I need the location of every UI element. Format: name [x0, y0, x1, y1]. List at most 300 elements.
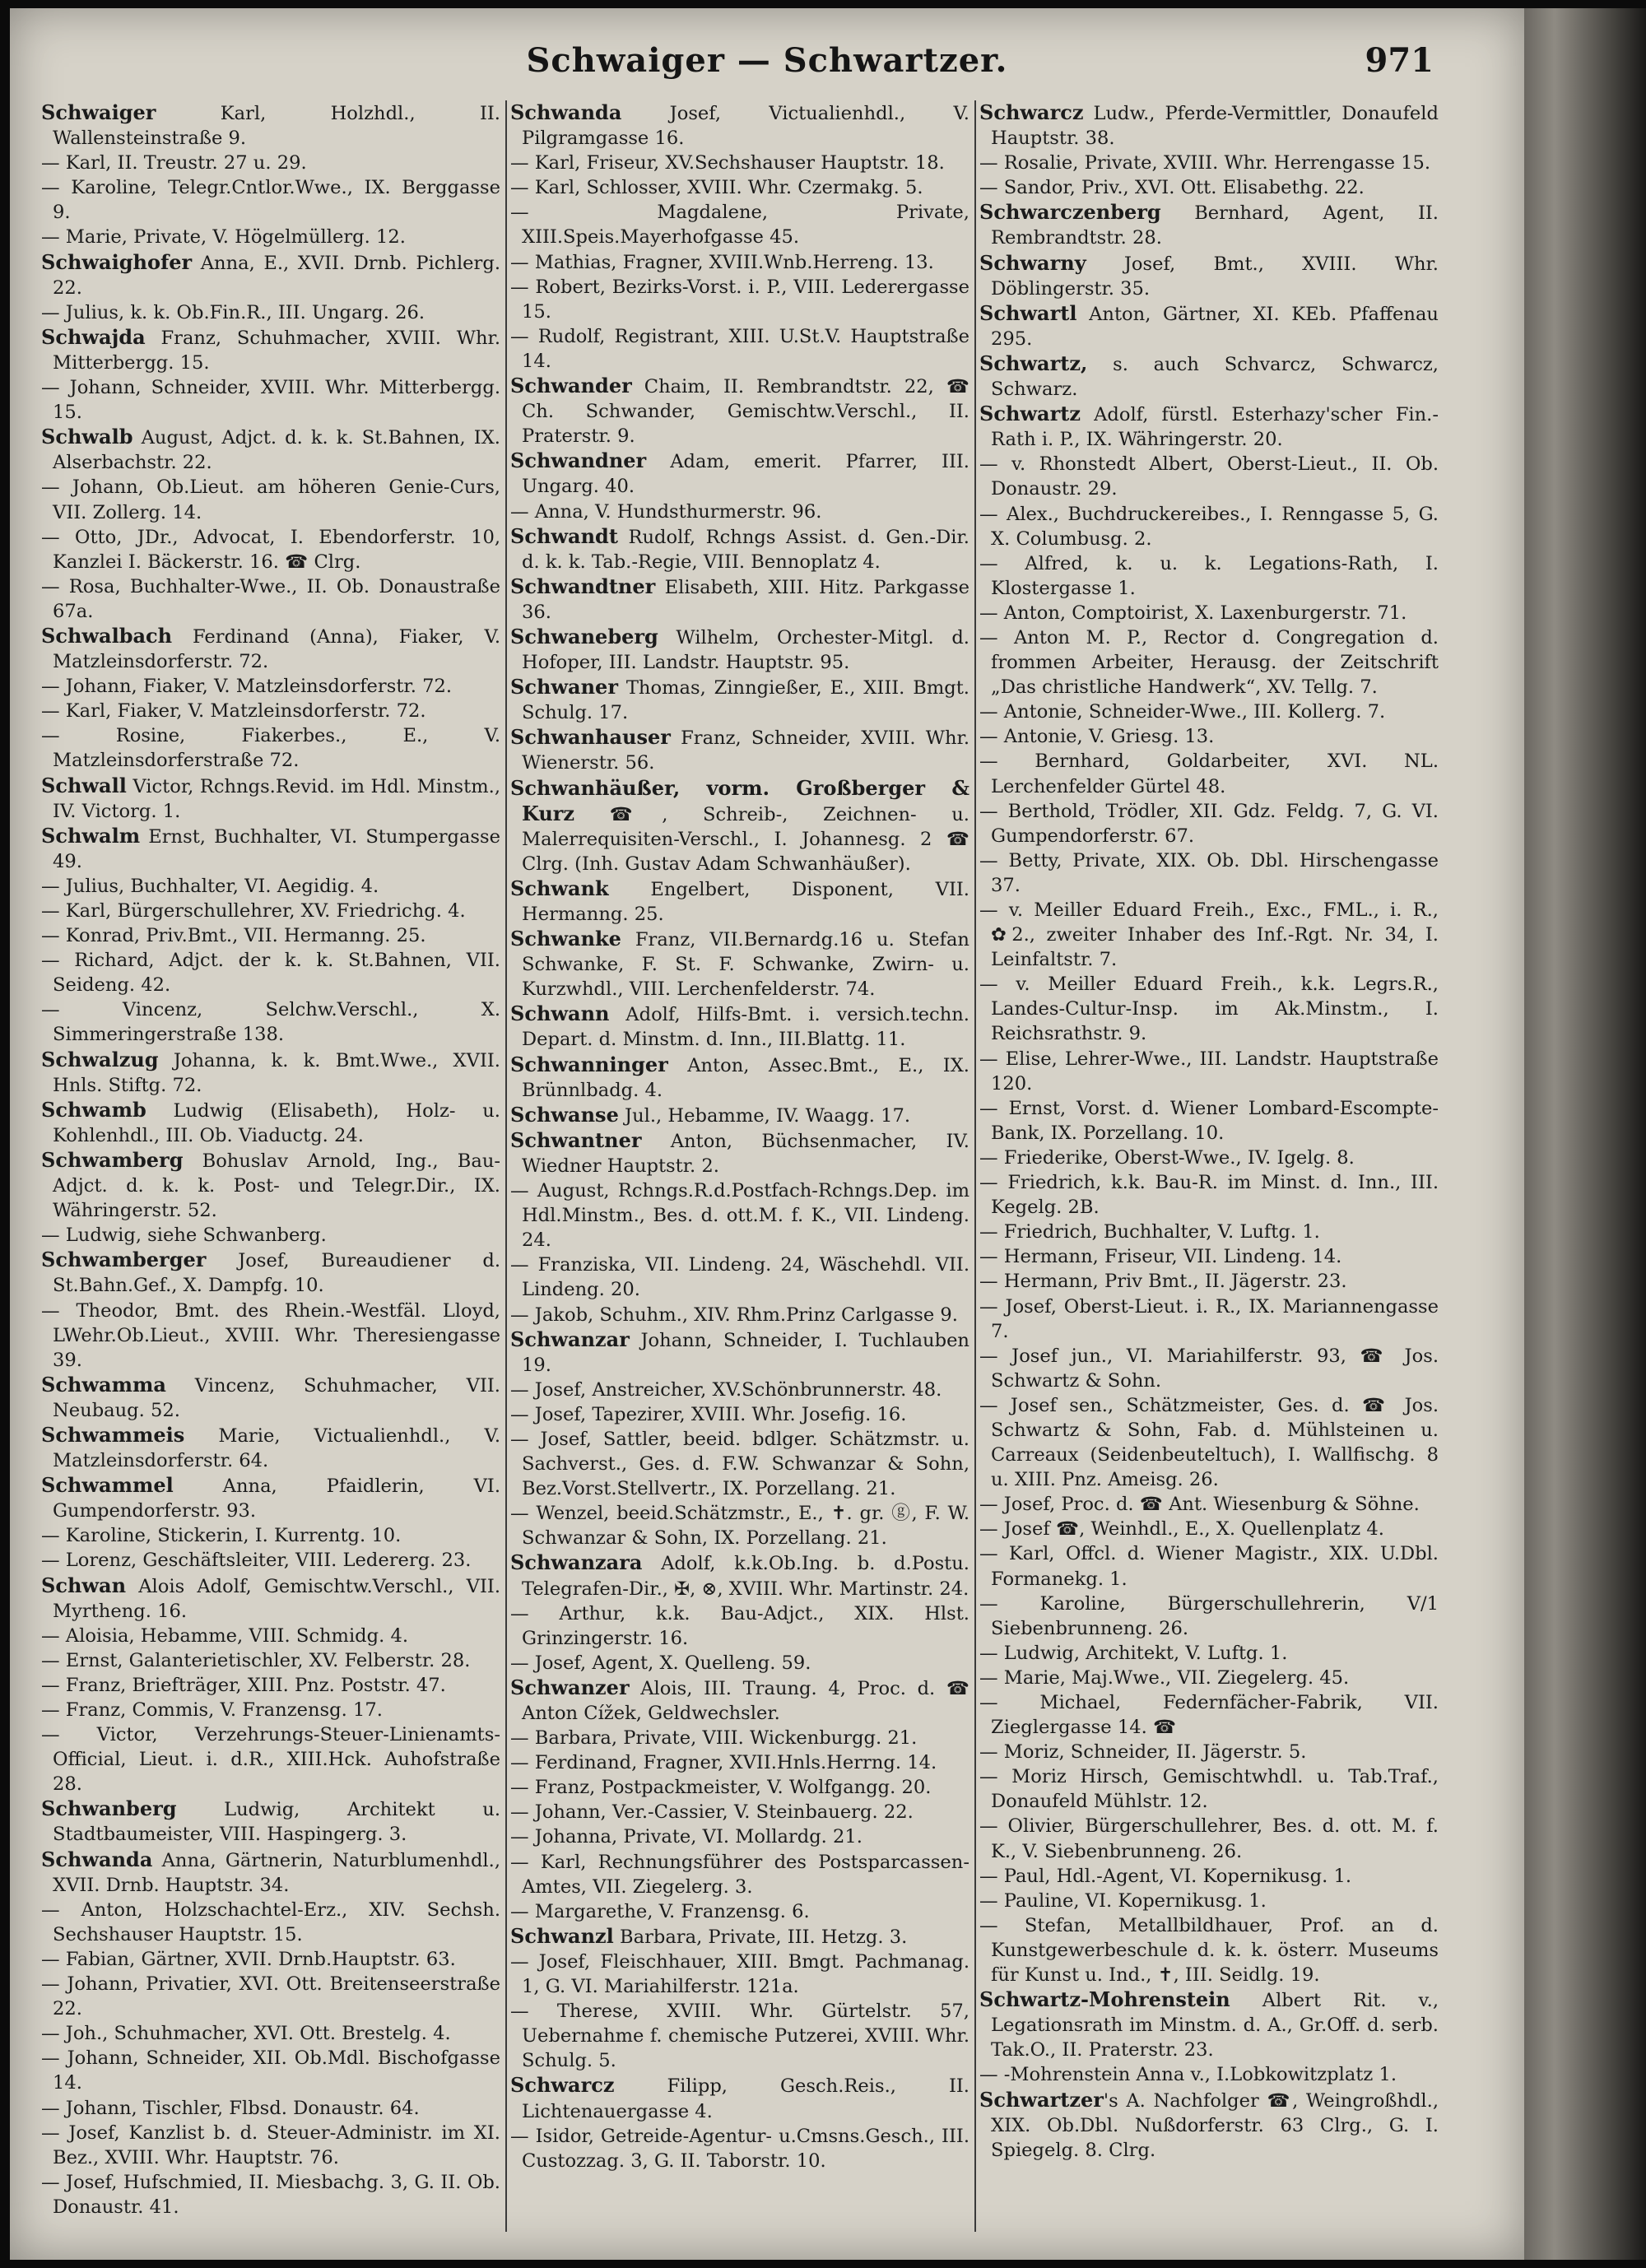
- directory-entry: [510, 1750, 969, 1775]
- entry-details: — Karoline, Telegr.Cntlor.Wwe., IX. Berggasse 9.: [41, 177, 500, 224]
- entry-surname: Schwartz-Mohrenstein: [979, 1987, 1230, 2012]
- entry-details: Adam, emerit. Pfarrer, III. Ungarg. 40.: [522, 451, 969, 498]
- directory-entry: [510, 374, 969, 448]
- entry-surname: Schwarny: [979, 250, 1086, 275]
- directory-entry: [979, 749, 1439, 798]
- entry-details: — Julius, Buchhalter, VI. Aegidig. 4.: [41, 875, 379, 897]
- entry-surname: Schwartl: [979, 300, 1077, 325]
- directory-entry: [41, 1523, 500, 1548]
- directory-entry: [979, 1294, 1439, 1344]
- directory-entry: [41, 325, 500, 375]
- directory-entry: [41, 300, 500, 325]
- directory-entry: [510, 2073, 969, 2123]
- entry-details: — Johann, Privatier, XVI. Ott. Breitenseerstraße 22.: [41, 1973, 500, 2020]
- directory-entry: [979, 351, 1439, 402]
- entry-details: — Paul, Hdl.-Agent, VI. Kopernikusg. 1.: [979, 1865, 1352, 1887]
- entry-details: — Margarethe, V. Franzensg. 6.: [510, 1900, 810, 1922]
- entry-surname: Schwajda: [41, 324, 146, 349]
- entry-details: — Victor, Verzehrungs-Steuer-Linienamts-Official, Lieut. i. d.R., XIII.Hck. Auhofstraße 28.: [41, 1724, 500, 1796]
- page-number: 971: [1365, 41, 1434, 80]
- entry-surname: Schwanda: [510, 100, 622, 124]
- entry-details: — Robert, Bezirks-Vorst. i. P., VIII. Lederergasse 15.: [510, 276, 969, 323]
- directory-entry: [510, 151, 969, 175]
- directory-entry: [510, 1651, 969, 1675]
- directory-entry: [41, 674, 500, 699]
- entry-details: — Barbara, Private, VIII. Wickenburgg. 21.: [510, 1727, 918, 1750]
- directory-entry: [510, 2124, 969, 2173]
- entry-details: Vincenz, Schuhmacher, VII. Neubaug. 52.: [53, 1374, 500, 1421]
- entry-details: — Konrad, Priv.Bmt., VII. Hermanng. 25.: [41, 925, 426, 947]
- directory-entry: [41, 574, 500, 624]
- directory-entry: [979, 251, 1439, 301]
- directory-entry: [41, 723, 500, 773]
- entry-details: — Magdalene, Private, XIII.Speis.Mayerhofgasse 45.: [510, 202, 969, 249]
- entry-details: — Pauline, VI. Kopernikusg. 1.: [979, 1889, 1267, 1912]
- directory-entry: [979, 1220, 1439, 1244]
- entry-surname: Schwammeis: [41, 1422, 185, 1447]
- directory-entry: [979, 1047, 1439, 1096]
- entry-surname: Schwammel: [41, 1473, 174, 1498]
- directory-entry: [510, 1899, 969, 1924]
- directory-entry: [41, 425, 500, 475]
- entry-details: — Bernhard, Goldarbeiter, XVI. NL. Lerchenfelder Gürtel 48.: [979, 751, 1439, 797]
- entry-details: — Antonie, Schneider-Wwe., III. Kollerg. 7.: [979, 701, 1386, 723]
- entry-details: — Karl, II. Treustr. 27 u. 29.: [41, 152, 307, 174]
- directory-entry: [41, 774, 500, 824]
- entry-details: — Friedrich, k.k. Bau-R. im Minst. d. Inn., III. Kegelg. 2B.: [979, 1172, 1439, 1219]
- entry-details: — Josef jun., VI. Mariahilferstr. 93, ☎ Jos. Schwartz & Sohn.: [979, 1345, 1439, 1392]
- entry-details: — August, Rchngs.R.d.Postfach-Rchngs.Dep. im Hdl.Minstm., Bes. d. ott.M. f. K., VII. Lindeng. 24.: [510, 1180, 969, 1252]
- entry-surname: Schwall: [41, 773, 127, 797]
- directory-entry: [510, 1253, 969, 1302]
- entry-details: Karl, Holzhdl., II. Wallensteinstraße 9.: [53, 103, 500, 150]
- entry-details: Josef, Victualienhdl., V. Pilgramgasse 16.: [522, 103, 969, 150]
- directory-entry: [510, 1128, 969, 1178]
- directory-entry: [510, 574, 969, 625]
- directory-entry: [979, 1096, 1439, 1146]
- column-1: [41, 100, 500, 2240]
- entry-details: — Ludwig, Architekt, V. Luftg. 1.: [979, 1642, 1288, 1664]
- entry-surname: Schwandt: [510, 523, 618, 548]
- directory-entry: [41, 824, 500, 874]
- directory-entry: [979, 848, 1439, 898]
- entry-details: — Karl, Schlosser, XVIII. Whr. Czermakg. 5.: [510, 177, 923, 199]
- entry-details: — Josef, Agent, X. Quelleng. 59.: [510, 1652, 811, 1674]
- entry-details: — Olivier, Bürgerschullehrer, Bes. d. ott. M. f. K., V. Siebenbrunneng. 26.: [979, 1815, 1439, 1862]
- directory-entry: [979, 1269, 1439, 1294]
- entry-details: Anna, E., XVII. Drnb. Pichlerg. 22.: [53, 252, 500, 299]
- directory-entry: [979, 1592, 1439, 1641]
- entry-surname: Schwamma: [41, 1372, 166, 1397]
- entry-details: Rudolf, Rchngs Assist. d. Gen.-Dir. d. k. k. Tab.-Regie, VIII. Bennoplatz 4.: [522, 526, 969, 573]
- entry-details: — Ernst, Vorst. d. Wiener Lombard-Escompte-Bank, IX. Porzellang. 10.: [979, 1097, 1439, 1144]
- entry-details: Ludw., Pferde-Vermittler, Donaufeld Hauptstr. 38.: [991, 103, 1439, 150]
- directory-entry: [979, 898, 1439, 972]
- directory-entry: [41, 1548, 500, 1573]
- column-divider: [505, 100, 507, 2232]
- directory-entry: [510, 524, 969, 574]
- entry-details: — Wenzel, beeid.Schätzmstr., E., ✝. gr. ⓖ, F. W. Schwanzar & Sohn, IX. Porzellang. 21.: [510, 1503, 969, 1550]
- directory-entry: [510, 448, 969, 499]
- directory-entry: [979, 301, 1439, 351]
- entry-details: Anna, Pfaidlerin, VI. Gumpendorferstr. 93.: [53, 1476, 500, 1522]
- directory-entry: [41, 874, 500, 899]
- entry-details: Albert Rit. v., Legationsrath im Minstm. d. A., Gr.Off. d. serb. Tak.O., II. Praterstr. 23.: [991, 1990, 1439, 2061]
- directory-entry: [41, 475, 500, 524]
- directory-entry: [979, 452, 1439, 501]
- directory-entry: [510, 1775, 969, 1800]
- entry-details: s. auch Schvarcz, Schwarcz, Schwarz.: [991, 353, 1439, 401]
- entry-details: — Michael, Federnfächer-Fabrik, VII. Zieglergasse 14. ☎: [979, 1692, 1439, 1739]
- entry-surname: Schwalm: [41, 823, 141, 848]
- directory-entry: [510, 725, 969, 775]
- directory-entry: [41, 1473, 500, 1523]
- entry-surname: Schwander: [510, 374, 632, 398]
- directory-entry: [979, 1814, 1439, 1863]
- entry-details: — Vincenz, Selchw.Verschl., X. Simmeringerstraße 138.: [41, 999, 500, 1046]
- directory-entry: [41, 1098, 500, 1148]
- entry-surname: Schwarczenberg: [979, 200, 1161, 225]
- directory-entry: [979, 1146, 1439, 1170]
- entry-details: — -Mohrenstein Anna v., I.Lobkowitzplatz 1.: [979, 2064, 1397, 2086]
- directory-entry: [41, 2046, 500, 2095]
- directory-entry: [510, 1850, 969, 1899]
- entry-details: ☎, Schreib-, Zeichnen- u. Malerrequisiten-Verschl., I. Johannesg. 2 ☎ Clrg. (Inh. Gustav Adam Schwanhäußer).: [522, 803, 969, 875]
- entry-details: — Betty, Private, XIX. Ob. Dbl. Hirschengasse 37.: [979, 849, 1439, 896]
- entry-details: — Theodor, Bmt. des Rhein.-Westfäl. Lloyd, LWehr.Ob.Lieut., XVIII. Whr. Theresiengasse 39.: [41, 1299, 500, 1371]
- entry-details: 's A. Nachfolger ☎, Weingroßhdl., XIX. Ob.Dbl. Nußdorferstr. 63 Clrg., G. I. Spiegelg. 8. Clrg.: [991, 2089, 1439, 2161]
- entry-surname: Schwanhauser: [510, 725, 671, 750]
- entry-details: — Josef, Oberst-Lieut. i. R., IX. Mariannengasse 7.: [979, 1295, 1439, 1342]
- entry-surname: Schwanzara: [510, 1550, 643, 1575]
- directory-entry: [510, 625, 969, 675]
- directory-page: [10, 8, 1524, 2260]
- entry-details: Anna, Gärtnerin, Naturblumenhdl., XVII. Drnb. Hauptstr. 34.: [53, 1849, 500, 1896]
- directory-entry: [510, 1726, 969, 1750]
- directory-entry: [510, 1103, 969, 1128]
- directory-entry: [979, 1987, 1439, 2062]
- entry-surname: Schwaner: [510, 675, 618, 699]
- directory-entry: [41, 624, 500, 674]
- directory-entry: [41, 923, 500, 948]
- directory-entry: [510, 776, 969, 876]
- entry-details: — Josef ☎, Weinhdl., E., X. Quellenplatz 4.: [979, 1518, 1384, 1541]
- entry-details: — Johann, Ob.Lieut. am höheren Genie-Curs, VII. Zollerg. 14.: [41, 476, 500, 523]
- directory-entry: [979, 551, 1439, 601]
- entry-details: Barbara, Private, III. Hetzg. 3.: [613, 1926, 908, 1948]
- directory-entry: [510, 1402, 969, 1427]
- directory-entry: [510, 1327, 969, 1378]
- entry-details: — Josef, Anstreicher, XV.Schönbrunnerstr. 48.: [510, 1378, 942, 1401]
- entry-surname: Schwandtner: [510, 574, 656, 598]
- entry-surname: Schwartz: [979, 402, 1081, 426]
- directory-entry: [979, 151, 1439, 175]
- entry-details: Anton, Büchsenmacher, IV. Wiedner Hauptstr. 2.: [522, 1130, 969, 1177]
- entry-details: — v. Meiller Eduard Freih., k.k. Legrs.R., Landes-Cultur-Insp. im Ak.Minstm., I. Reichsrathstr. 9.: [979, 974, 1439, 1045]
- directory-entry: [510, 200, 969, 249]
- entry-surname: Schwaiger: [41, 100, 156, 124]
- entry-details: — Isidor, Getreide-Agentur- u.Cmsns.Gesch., III. Custozzag. 3, G. II. Taborstr. 10.: [510, 2125, 969, 2172]
- entry-surname: Schwartz,: [979, 351, 1088, 375]
- directory-entry: [979, 1541, 1439, 1591]
- entry-details: Adolf, fürstl. Esterhazy'scher Fin.-Rath i. P., IX. Währingerstr. 20.: [991, 404, 1439, 451]
- directory-entry: [41, 1898, 500, 1947]
- entry-details: — Anton, Holzschachtel-Erz., XIV. Sechsh. Sechshauser Hauptstr. 15.: [41, 1899, 500, 1945]
- entry-details: — Johann, Ver.-Cassier, V. Steinbauerg. 22.: [510, 1801, 914, 1824]
- directory-entry: [41, 375, 500, 425]
- entry-details: — Friederike, Oberst-Wwe., IV. Igelg. 8.: [979, 1146, 1355, 1169]
- entry-details: — Aloisia, Hebamme, VIII. Schmidg. 4.: [41, 1624, 409, 1647]
- directory-entry: [41, 1673, 500, 1698]
- directory-entry: [510, 675, 969, 725]
- entry-details: — Anton, Comptoirist, X. Laxenburgerstr. 71.: [979, 602, 1407, 624]
- column-3: [979, 100, 1439, 2240]
- directory-entry: [510, 927, 969, 1002]
- entry-surname: Schwanzer: [510, 1675, 630, 1699]
- entry-details: — Otto, JDr., Advocat, I. Ebendorferstr. 10, Kanzlei I. Bäckerstr. 16. ☎ Clrg.: [41, 526, 500, 573]
- entry-details: — Karl, Fiaker, V. Matzleinsdorferstr. 72.: [41, 700, 426, 723]
- entry-surname: Schwanke: [510, 927, 621, 951]
- entry-surname: Schwamb: [41, 1097, 146, 1122]
- entry-details: Franz, Schneider, XVIII. Whr. Wienerstr. 56.: [522, 727, 969, 774]
- entry-details: Josef, Bmt., XVIII. Whr. Döblingerstr. 35.: [991, 253, 1439, 300]
- entry-details: — Elise, Lehrer-Wwe., III. Landstr. Hauptstraße 120.: [979, 1048, 1439, 1094]
- directory-entry: [41, 1373, 500, 1423]
- directory-entry: [510, 1601, 969, 1651]
- directory-entry: [979, 1344, 1439, 1393]
- directory-entry: [510, 324, 969, 374]
- entry-details: — Moriz, Schneider, II. Jägerstr. 5.: [979, 1741, 1307, 1764]
- page-title: Schwaiger — Schwartzer.: [526, 41, 1008, 80]
- directory-entry: [979, 1666, 1439, 1690]
- directory-entry: [41, 1423, 500, 1473]
- entry-surname: Schwanzar: [510, 1327, 630, 1351]
- directory-entry: [41, 1648, 500, 1673]
- entry-details: — Josef sen., Schätzmeister, Ges. d. ☎ Jos. Schwartz & Sohn, Fab. d. Mühlsteinen u. Carreaux (Seidenbeuteltuch), I. Wallfischg. 8 u. XIII. Pnz. Ameisg. 26.: [979, 1394, 1439, 1491]
- entry-details: — Franz, Commis, V. Franzensg. 17.: [41, 1699, 383, 1721]
- entry-details: — Alex., Buchdruckereibes., I. Renngasse 5, G. X. Columbusg. 2.: [979, 503, 1439, 550]
- entry-details: — Richard, Adjct. der k. k. St.Bahnen, VII. Seideng. 42.: [41, 950, 500, 997]
- directory-entry: [510, 175, 969, 200]
- entry-details: — Johann, Tischler, Flbsd. Donaustr. 64.: [41, 2097, 420, 2119]
- entry-details: — Hermann, Friseur, VII. Lindeng. 14.: [979, 1246, 1342, 1268]
- entry-surname: Schwamberg: [41, 1147, 184, 1172]
- entry-details: Franz, Schuhmacher, XVIII. Whr. Mitterbergg. 15.: [53, 327, 500, 374]
- entry-details: — Karl, Friseur, XV.Sechshauser Hauptstr. 18.: [510, 152, 945, 174]
- page-header: [10, 41, 1524, 91]
- directory-entry: [510, 1378, 969, 1402]
- entry-details: — Rosine, Fiakerbes., E., V. Matzleinsdorferstraße 72.: [41, 725, 500, 772]
- entry-surname: Schwann: [510, 1002, 610, 1026]
- entry-details: — Therese, XVIII. Whr. Gürtelstr. 57, Uebernahme f. chemische Putzerei, XVIII. Whr. Schulg. 5.: [510, 2001, 969, 2072]
- entry-surname: Schwalbach: [41, 623, 173, 648]
- directory-entry: [979, 601, 1439, 625]
- directory-entry: [979, 1393, 1439, 1492]
- directory-entry: [41, 1796, 500, 1847]
- directory-entry: [41, 1947, 500, 1972]
- directory-entry: [41, 1148, 500, 1223]
- directory-entry: [510, 1824, 969, 1849]
- entry-surname: Schwanda: [41, 1847, 153, 1871]
- entry-details: — Joh., Schuhmacher, XVI. Ott. Brestelg. 4.: [41, 2023, 451, 2045]
- entry-details: Victor, Rchngs.Revid. im Hdl. Minstm., IV. Victorg. 1.: [53, 775, 500, 822]
- entry-details: Alois Adolf, Gemischtw.Verschl., VII. Myrtheng. 16.: [53, 1575, 500, 1622]
- directory-entry: [510, 100, 969, 151]
- entry-surname: Schwanzl: [510, 1923, 614, 1948]
- directory-entry: [979, 1170, 1439, 1220]
- entry-details: — Karoline, Bürgerschullehrerin, V/1 Siebenbrunneng. 26.: [979, 1592, 1439, 1639]
- entry-details: — v. Rhonstedt Albert, Oberst-Lieut., II. Ob. Donaustr. 29.: [979, 453, 1439, 500]
- entry-details: Jul., Hebamme, IV. Waagg. 17.: [618, 1104, 911, 1127]
- directory-entry: [510, 1427, 969, 1501]
- directory-entry: [41, 997, 500, 1047]
- directory-entry: [41, 1972, 500, 2021]
- entry-details: — Marie, Private, V. Högelmüllerg. 12.: [41, 226, 406, 249]
- directory-entry: [510, 1800, 969, 1824]
- entry-details: — Johann, Schneider, XII. Ob.Mdl. Bischofgasse 14.: [41, 2047, 500, 2094]
- directory-entry: [979, 502, 1439, 551]
- directory-entry: [41, 151, 500, 175]
- directory-entry: [41, 1248, 500, 1298]
- directory-entry: [979, 1690, 1439, 1740]
- directory-entry: [41, 2170, 500, 2219]
- entry-details: — Jakob, Schuhm., XIV. Rhm.Prinz Carlgasse 9.: [510, 1304, 958, 1326]
- directory-entry: [41, 899, 500, 923]
- entry-details: — Mathias, Fragner, XVIII.Wnb.Herreng. 13.: [510, 251, 934, 273]
- directory-entry: [979, 1740, 1439, 1764]
- entry-details: Alois, III. Traung. 4, Proc. d. ☎ Anton Cížek, Geldwechsler.: [522, 1677, 969, 1724]
- entry-details: — Franz, Postpackmeister, V. Wolfgangg. 20.: [510, 1777, 932, 1799]
- directory-entry: [510, 250, 969, 275]
- entry-details: Adolf, k.k.Ob.Ing. b. d.Postu. Telegrafen-Dir., ✠, ⊗, XVIII. Whr. Martinstr. 24.: [522, 1553, 969, 1600]
- directory-entry: [41, 525, 500, 574]
- directory-entry: [510, 876, 969, 927]
- entry-surname: Schwarcz: [979, 100, 1084, 124]
- directory-entry: [41, 250, 500, 300]
- directory-entry: [979, 1517, 1439, 1541]
- directory-entry: [979, 2062, 1439, 2087]
- entry-details: — Josef, Proc. d. ☎ Ant. Wiesenburg & Söhne.: [979, 1494, 1420, 1516]
- entry-details: — Anton M. P., Rector d. Congregation d. frommen Arbeiter, Herausg. der Zeitschrift „Das christliche Handwerk“, XV. Tellg. 7.: [979, 626, 1439, 699]
- entry-details: Thomas, Zinngießer, E., XIII. Bmgt. Schulg. 17.: [522, 677, 969, 724]
- directory-entry: [510, 1999, 969, 2073]
- directory-entry: [979, 1913, 1439, 1987]
- entry-surname: Schwanberg: [41, 1796, 177, 1821]
- entry-details: — Karl, Bürgerschullehrer, XV. Friedrichg. 4.: [41, 900, 466, 922]
- entry-surname: Schwamberger: [41, 1248, 207, 1272]
- directory-entry: [979, 1641, 1439, 1666]
- directory-entry: [41, 948, 500, 997]
- directory-entry: [510, 275, 969, 324]
- entry-details: — Anna, V. Hundsthurmerstr. 96.: [510, 500, 822, 523]
- directory-entry: [979, 200, 1439, 250]
- entry-details: — Lorenz, Geschäftsleiter, VIII. Ledererg. 23.: [41, 1550, 472, 1572]
- column-divider: [974, 100, 976, 2232]
- directory-entry: [979, 1764, 1439, 1814]
- directory-entry: [41, 2021, 500, 2046]
- entry-details: — Karoline, Stickerin, I. Kurrentg. 10.: [41, 1525, 402, 1547]
- entry-details: Filipp, Gesch.Reis., II. Lichtenauergasse 4.: [522, 2075, 969, 2122]
- directory-entry: [979, 972, 1439, 1046]
- directory-entry: [510, 500, 969, 524]
- entry-details: — Sandor, Priv., XVI. Ott. Elisabethg. 22.: [979, 177, 1365, 199]
- entry-details: — Franz, Briefträger, XIII. Pnz. Poststr. 47.: [41, 1674, 446, 1696]
- entry-details: — Antonie, V. Griesg. 13.: [979, 726, 1215, 748]
- entry-details: — Moriz Hirsch, Gemischtwhdl. u. Tab.Traf., Donaufeld Mühlstr. 12.: [979, 1766, 1439, 1813]
- entry-surname: Schwarcz: [510, 2073, 615, 2098]
- directory-entry: [41, 1223, 500, 1248]
- entry-details: — Karl, Offcl. d. Wiener Magistr., XIX. U.Dbl. Formanekg. 1.: [979, 1543, 1439, 1590]
- entry-details: — Ernst, Galanterietischler, XV. Felberstr. 28.: [41, 1649, 471, 1671]
- directory-entry: [510, 1950, 969, 1999]
- directory-entry: [510, 1053, 969, 1103]
- directory-entry: [979, 799, 1439, 848]
- entry-details: — v. Meiller Eduard Freih., Exc., FML., i. R., ✿2., zweiter Inhaber des Inf.-Rgt. Nr. 34, I. Leinfaltstr. 7.: [979, 899, 1439, 971]
- entry-surname: Schwaighofer: [41, 249, 193, 274]
- entry-details: Bernhard, Agent, II. Rembrandtstr. 28.: [991, 202, 1439, 249]
- entry-details: — Franziska, VII. Lindeng. 24, Wäschehdl. VII. Lindeng. 20.: [510, 1254, 969, 1301]
- entry-details: — Johann, Schneider, XVIII. Whr. Mitterbergg. 15.: [41, 377, 500, 424]
- directory-entry: [510, 1303, 969, 1327]
- directory-entry: [41, 1847, 500, 1898]
- entry-details: — Rosalie, Private, XVIII. Whr. Herrengasse 15.: [979, 152, 1431, 174]
- entry-details: — Marie, Maj.Wwe., VII. Ziegelerg. 45.: [979, 1666, 1350, 1689]
- entry-surname: Schwantner: [510, 1127, 642, 1152]
- entry-details: — Josef, Hufschmied, II. Miesbachg. 3, G. II. Ob. Donaustr. 41.: [41, 2171, 500, 2218]
- directory-entry: [979, 1889, 1439, 1913]
- entry-surname: Schwank: [510, 876, 609, 900]
- directory-entry: [41, 1048, 500, 1098]
- directory-entry: [41, 2096, 500, 2121]
- entry-details: — Josef, Fleischhauer, XIII. Bmgt. Pachmanag. 1, G. VI. Mariahilferstr. 121a.: [510, 1950, 969, 1998]
- entry-details: — Berthold, Trödler, XII. Gdz. Feldg. 7, G. VI. Gumpendorferstr. 67.: [979, 800, 1439, 847]
- directory-entry: [979, 1244, 1439, 1269]
- entry-surname: Schwaneberg: [510, 624, 658, 648]
- entry-details: — Rosa, Buchhalter-Wwe., II. Ob. Donaustraße 67a.: [41, 575, 500, 622]
- directory-entry: [510, 1924, 969, 1950]
- directory-entry: [979, 1492, 1439, 1517]
- directory-entry: [979, 1864, 1439, 1889]
- directory-entry: [41, 100, 500, 151]
- entry-surname: Schwanse: [510, 1102, 619, 1127]
- entry-surname: Schwalb: [41, 425, 133, 449]
- entry-details: Adolf, Hilfs-Bmt. i. versich.techn. Depart. d. Minstm. d. Inn., III.Blattg. 11.: [522, 1004, 969, 1051]
- entry-details: — Arthur, k.k. Bau-Adjct., XIX. Hlst. Grinzingerstr. 16.: [510, 1602, 969, 1649]
- entry-details: — Ludwig, siehe Schwanberg.: [41, 1225, 327, 1247]
- directory-entry: [41, 1698, 500, 1722]
- entry-details: August, Adjct. d. k. k. St.Bahnen, IX. Alserbachstr. 22.: [53, 427, 500, 474]
- directory-entry: [41, 175, 500, 225]
- entry-surname: Schwalzug: [41, 1047, 159, 1071]
- entry-details: — Ferdinand, Fragner, XVII.Hnls.Herrng. 14.: [510, 1752, 937, 1774]
- entry-details: — Julius, k. k. Ob.Fin.R., III. Ungarg. 26.: [41, 301, 425, 323]
- directory-entry: [510, 1501, 969, 1550]
- entry-details: — Johann, Fiaker, V. Matzleinsdorferstr. 72.: [41, 676, 453, 698]
- directory-entry: [979, 724, 1439, 749]
- entry-surname: Schwanhäußer, vorm. Großberger & Kurz: [510, 775, 969, 825]
- directory-entry: [979, 2088, 1439, 2163]
- directory-entry: [41, 2121, 500, 2170]
- directory-entry: [979, 625, 1439, 699]
- entry-details: — Josef, Tapezirer, XVIII. Whr. Josefig. 16.: [510, 1403, 907, 1425]
- entry-details: — Hermann, Priv Bmt., II. Jägerstr. 23.: [979, 1271, 1347, 1293]
- directory-entry: [41, 699, 500, 723]
- entry-details: — Stefan, Metallbildhauer, Prof. an d. Kunstgewerbeschule d. k. k. österr. Museums für Kunst u. Ind., ✝, III. Seidlg. 19.: [979, 1914, 1439, 1987]
- entry-details: — Fabian, Gärtner, XVII. Drnb.Hauptstr. 63.: [41, 1948, 456, 1970]
- directory-entry: [510, 1002, 969, 1052]
- entry-details: Ernst, Buchhalter, VI. Stumpergasse 49.: [53, 825, 500, 872]
- entry-details: Chaim, II. Rembrandtstr. 22, ☎ Ch. Schwander, Gemischtw.Verschl., II. Praterstr. 9.: [522, 376, 969, 448]
